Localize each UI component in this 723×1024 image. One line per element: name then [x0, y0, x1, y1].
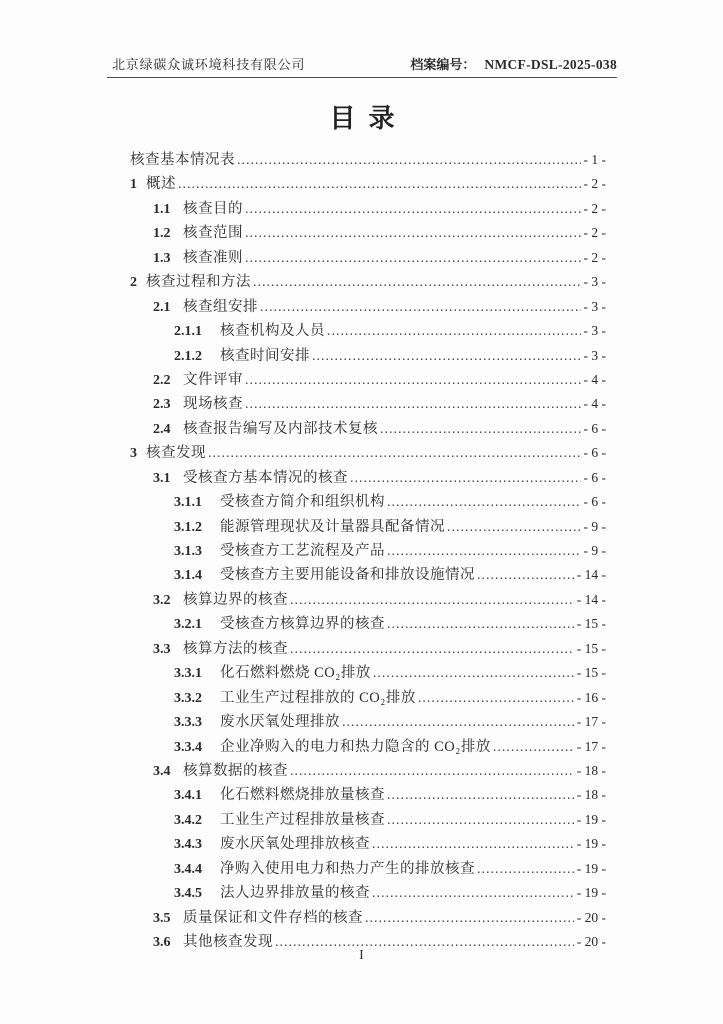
toc-entry-number: 3.5 [153, 910, 171, 926]
toc-entry-page: - 3 - [583, 274, 606, 290]
toc-entry-title: 其他核查发现 [183, 934, 273, 950]
toc-entry[interactable] [107, 539, 617, 563]
toc-entry-page: - 2 - [583, 200, 606, 216]
toc-entry[interactable] [107, 735, 617, 759]
toc-entry-title: 受核查方简介和组织机构 [220, 494, 385, 511]
toc-entry-page: - 6 - [583, 420, 606, 436]
toc-entry-title: 法人边界排放量的核查 [220, 885, 370, 902]
toc-entry-title: 文件评审 [183, 371, 243, 388]
toc-dot-leader [312, 348, 581, 365]
toc-entry[interactable] [107, 490, 617, 514]
toc-dot-leader [365, 910, 574, 927]
toc-entry[interactable] [107, 148, 617, 172]
toc-entry-number: 3.1.1 [174, 495, 202, 511]
toc-dot-leader [208, 445, 581, 462]
toc-entry-number: 1.1 [153, 201, 171, 217]
toc-entry-page: - 6 - [583, 445, 606, 461]
toc-entry-title: 核查基本情况表 [130, 152, 235, 168]
toc-entry-title: 质量保证和文件存档的核查 [183, 909, 363, 926]
toc-entry[interactable] [107, 172, 617, 196]
toc-entry-number: 3.3.1 [174, 666, 202, 682]
toc-entry-page: - 2 - [583, 225, 606, 241]
toc-entry-page: - 2 - [583, 249, 606, 265]
toc-entry-page: - 15 - [576, 640, 606, 656]
toc-entry[interactable] [107, 221, 617, 245]
toc-dot-leader [387, 616, 574, 633]
toc-dot-leader [372, 885, 574, 902]
toc-entry-number: 3.3.4 [174, 739, 202, 755]
toc-entry-number: 3.2 [153, 592, 171, 608]
toc-dot-leader [350, 470, 581, 487]
toc-dot-leader [290, 592, 574, 609]
toc-entry[interactable] [107, 661, 617, 685]
toc-entry-number: 3.1.2 [174, 519, 202, 535]
toc-entry-page: - 15 - [576, 665, 606, 681]
toc-entry-title: 核查组安排 [183, 298, 258, 315]
toc-entry-title: 工业生产过程排放量核查 [220, 811, 385, 828]
toc-entry-page: - 19 - [576, 860, 606, 876]
toc-entry-title: 核算方法的核查 [183, 640, 288, 657]
toc-entry-number: 3 [130, 446, 137, 462]
archive-number-value: NMCF-DSL-2025-038 [484, 57, 617, 72]
toc-entry-title: 受核查方核算边界的核查 [220, 616, 385, 633]
toc-entry-number: 1 [130, 177, 137, 193]
toc-list [107, 148, 617, 954]
toc-dot-leader [290, 763, 574, 780]
toc-dot-leader [387, 787, 574, 804]
toc-entry-number: 3.4.3 [174, 837, 202, 853]
toc-entry-page: - 18 - [576, 762, 606, 778]
toc-dot-leader [387, 543, 581, 560]
toc-entry-number: 3.3.2 [174, 690, 202, 706]
toc-entry-page: - 19 - [576, 836, 606, 852]
toc-entry-title: 企业净购入的电力和热力隐含的 CO₂排放 [220, 738, 491, 755]
toc-entry[interactable] [107, 808, 617, 832]
toc-entry-page: - 14 - [576, 591, 606, 607]
toc-dot-leader [178, 176, 581, 193]
toc-entry-number: 1.3 [153, 250, 171, 266]
toc-entry-number: 3.1.3 [174, 544, 202, 559]
toc-entry-title: 废水厌氧处理排放核查 [220, 836, 370, 853]
toc-entry-title: 核查机构及人员 [220, 323, 325, 340]
toc-dot-leader [253, 274, 581, 291]
toc-entry-title: 核查范围 [183, 225, 243, 242]
toc-entry-page: - 17 - [576, 714, 606, 730]
toc-entry-title: 受核查方基本情况的核查 [183, 469, 348, 486]
toc-entry[interactable] [107, 759, 617, 783]
toc-dot-leader [477, 567, 574, 584]
toc-entry[interactable] [107, 515, 617, 539]
toc-entry[interactable] [107, 588, 617, 612]
toc-entry-number: 1.2 [153, 226, 171, 242]
toc-entry-page: - 16 - [576, 689, 606, 705]
toc-dot-leader [327, 323, 581, 340]
toc-entry[interactable] [107, 637, 617, 661]
toc-entry[interactable] [107, 466, 617, 490]
toc-entry-title: 核算数据的核查 [183, 762, 288, 779]
toc-entry-number: 2.4 [153, 421, 171, 437]
footer-page-number: I [359, 948, 364, 963]
toc-entry-number: 3.4.2 [174, 812, 202, 828]
toc-dot-leader [493, 739, 574, 756]
archive-number-label: 档案编号： [410, 57, 476, 72]
toc-entry-number: 3.3.3 [174, 715, 202, 731]
toc-entry-title: 概述 [146, 176, 176, 193]
toc-dot-leader [372, 836, 574, 853]
toc-entry-number: 2.3 [153, 397, 171, 413]
toc-dot-leader [245, 396, 581, 413]
toc-entry[interactable] [107, 441, 617, 465]
toc-dot-leader [245, 201, 581, 218]
toc-entry-number: 3.6 [153, 935, 171, 950]
archive-number-group [410, 54, 617, 73]
toc-entry-page: - 4 - [583, 371, 606, 387]
toc-dot-leader [387, 494, 581, 511]
toc-entry-page: - 1 - [583, 152, 606, 167]
toc-dot-leader [290, 641, 574, 658]
toc-entry-title: 现场核查 [183, 396, 243, 413]
toc-entry-title: 受核查方工艺流程及产品 [220, 543, 385, 559]
toc-entry-title: 核查时间安排 [220, 347, 310, 364]
toc-entry-number: 3.1.4 [174, 568, 202, 584]
toc-entry-title: 净购入使用电力和热力产生的排放核查 [220, 860, 475, 877]
toc-entry[interactable] [107, 832, 617, 856]
company-name: 北京绿碳众诚环境科技有限公司 [112, 57, 306, 72]
toc-entry-page: - 9 - [583, 543, 606, 558]
toc-entry-title: 核查目的 [183, 200, 243, 217]
toc-entry-number: 2.1.1 [174, 324, 202, 340]
toc-dot-leader [477, 861, 574, 878]
toc-entry-title: 化石燃料燃烧排放量核查 [220, 787, 385, 804]
toc-entry[interactable] [107, 319, 617, 343]
toc-entry[interactable] [107, 906, 617, 930]
toc-entry-title: 核查准则 [183, 249, 243, 266]
toc-entry[interactable] [107, 417, 617, 441]
toc-entry-page: - 20 - [576, 909, 606, 925]
toc-heading: 目录 [329, 104, 408, 133]
toc-entry-title: 核查发现 [146, 445, 206, 462]
toc-entry-number: 2 [130, 275, 137, 291]
toc-entry-title: 工业生产过程排放的 CO₂排放 [220, 689, 416, 706]
toc-entry-title: 核查过程和方法 [146, 274, 251, 291]
toc-entry-number: 3.2.1 [174, 617, 202, 633]
toc-dot-leader [447, 519, 581, 536]
toc-entry[interactable] [107, 392, 617, 416]
toc-entry-page: - 19 - [576, 811, 606, 827]
toc-entry-number: 3.4.5 [174, 886, 202, 902]
toc-entry[interactable] [107, 881, 617, 905]
toc-entry-page: - 18 - [576, 787, 606, 803]
toc-entry-number: 3.4.1 [174, 788, 202, 804]
toc-entry-page: - 6 - [583, 494, 606, 510]
toc-entry[interactable] [107, 710, 617, 734]
toc-entry-page: - 20 - [576, 934, 606, 949]
toc-dot-leader [237, 152, 581, 169]
toc-entry[interactable] [107, 612, 617, 636]
toc-entry[interactable] [107, 857, 617, 881]
page-content [107, 0, 617, 954]
toc-entry[interactable] [107, 344, 617, 368]
toc-dot-leader [387, 812, 574, 829]
toc-entry[interactable] [107, 295, 617, 319]
toc-entry-page: - 14 - [576, 567, 606, 583]
toc-entry-number: 3.4 [153, 763, 171, 779]
toc-dot-leader [245, 250, 581, 267]
toc-entry[interactable] [107, 783, 617, 807]
running-header [107, 0, 617, 78]
toc-entry-page: - 6 - [583, 469, 606, 485]
toc-entry[interactable] [107, 197, 617, 221]
toc-entry-title: 核算边界的核查 [183, 591, 288, 608]
toc-entry-page: - 4 - [583, 396, 606, 412]
toc-entry-title: 化石燃料燃烧 CO₂排放 [220, 665, 371, 682]
toc-dot-leader [260, 299, 581, 316]
toc-entry-page: - 3 - [583, 347, 606, 363]
toc-dot-leader [245, 225, 581, 242]
toc-entry[interactable] [107, 368, 617, 392]
toc-entry[interactable] [107, 563, 617, 587]
toc-entry-title: 核查报告编写及内部技术复核 [183, 420, 378, 437]
toc-entry-page: - 3 - [583, 298, 606, 314]
toc-entry[interactable] [107, 246, 617, 270]
toc-dot-leader [373, 665, 574, 682]
toc-entry-title: 废水厌氧处理排放 [220, 714, 340, 731]
toc-entry-page: - 17 - [576, 738, 606, 754]
toc-entry-page: - 9 - [583, 518, 606, 534]
toc-entry-page: - 3 - [583, 323, 606, 339]
toc-entry-number: 2.1.2 [174, 348, 202, 364]
toc-dot-leader [342, 714, 574, 731]
toc-dot-leader [245, 372, 581, 389]
toc-entry[interactable] [107, 270, 617, 294]
toc-entry-number: 3.4.4 [174, 861, 202, 877]
toc-entry-title: 受核查方主要用能设备和排放设施情况 [220, 567, 475, 584]
toc-entry[interactable] [107, 686, 617, 710]
toc-dot-leader [418, 690, 574, 707]
toc-entry-title: 能源管理现状及计量器具配备情况 [220, 518, 445, 535]
toc-entry-number: 2.1 [153, 299, 171, 315]
toc-entry-number: 3.1 [153, 470, 171, 486]
toc-entry-page: - 15 - [576, 616, 606, 632]
toc-entry-page: - 2 - [583, 176, 606, 192]
toc-dot-leader [380, 421, 581, 438]
toc-entry-number: 2.2 [153, 372, 171, 388]
toc-entry-page: - 19 - [576, 885, 606, 901]
toc-entry-number: 3.3 [153, 641, 171, 657]
